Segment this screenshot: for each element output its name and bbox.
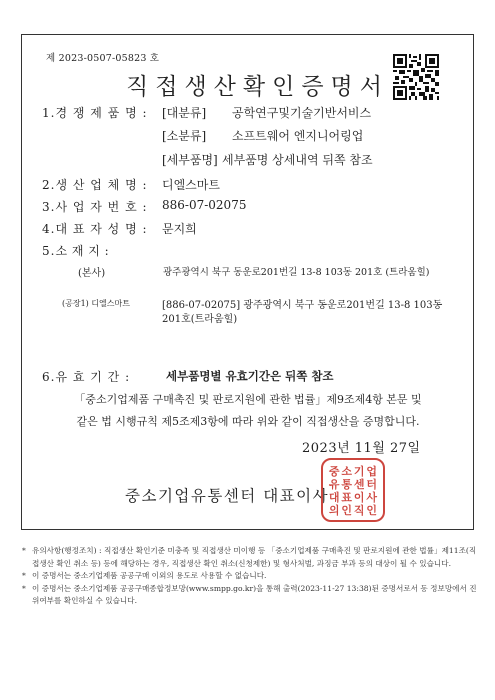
seal-character: 터	[366, 478, 378, 491]
validity-label: 6.유 효 기 간 :	[42, 370, 131, 384]
seal-character: 중	[328, 465, 340, 478]
statement-line1: 「중소기업제품 구매촉진 및 판로지원에 관한 법률」제9조제4항 본문 및	[74, 393, 422, 406]
seal-character: 통	[341, 478, 353, 491]
seal-character: 센	[353, 478, 365, 491]
asterisk-icon: *	[22, 571, 26, 581]
seal-character: 기	[353, 465, 365, 478]
factory-address-line2: 201호(트라움힐)	[162, 314, 238, 325]
note-item: * 이 증명서는 중소기업제품 공공구매종합정보망(www.smpp.go.kr)을 통해 출력(2023-11-27 13:38)된 증명서로서 동 정보망에서 진위여부를 확인하실 수 있습니다.	[22, 583, 477, 606]
seal-character: 의	[328, 504, 340, 517]
seal-character: 소	[341, 465, 353, 478]
seal-character: 인	[366, 504, 378, 517]
certificate-title: 직접생산확인증명서	[126, 74, 389, 100]
seal-character: 대	[328, 491, 340, 504]
headquarters-address: 광주광역시 북구 동운로201번길 13-8 103동 201호 (트라움힐)	[163, 267, 430, 278]
notes-section	[22, 545, 478, 608]
seal-character: 직	[353, 504, 365, 517]
factory-address-line1: [886-07-02075] 광주광역시 북구 동운로201번길 13-8 103동	[162, 300, 443, 311]
official-seal	[321, 458, 385, 522]
manufacturer-label: 2.생 산 업 체 명 :	[42, 178, 148, 192]
seal-character: 사	[366, 491, 378, 504]
asterisk-icon: *	[22, 583, 26, 593]
issuer-name: 중소기업유통센터 대표이사	[125, 487, 330, 505]
location-label: 5.소 재 지 :	[42, 244, 110, 258]
certificate-number: 제 2023-0507-05823 호	[46, 53, 160, 64]
major-category-tag: [대분류]	[162, 106, 207, 120]
statement-line2: 같은 법 시행규칙 제5조제3항에 따라 위와 같이 직접생산을 증명합니다.	[76, 415, 420, 428]
note-item: * 유의사항(행정조치) : 직접생산 확인기준 미충족 및 직접생산 미이행 등 「중소기업제품 구매촉진 및 판로지원에 관한 법률」제11조(직접생산 확인 취소 등) 등에 해당하는 경우, 직접생산 확인 취소(신청제한) 및 형사처벌, 과징금 부과 등의 대상이 될 수 있습니다.	[22, 546, 477, 568]
major-category-value: 공학연구및기술기반서비스	[232, 106, 372, 120]
manufacturer-value: 디엘스마트	[162, 178, 220, 192]
seal-character: 표	[341, 491, 353, 504]
representative-label: 4.대 표 자 성 명 :	[42, 222, 148, 236]
headquarters-label: (본사)	[78, 268, 106, 279]
representative-value: 문지희	[162, 222, 197, 236]
validity-value: 세부품명별 유효기간은 뒤쪽 참조	[166, 369, 334, 383]
business-number-value: 886-07-02075	[162, 198, 247, 212]
business-number-label: 3.사 업 자 번 호 :	[42, 200, 148, 214]
seal-character: 유	[328, 478, 340, 491]
minor-category-tag: [소분류]	[162, 129, 207, 143]
factory-label: (공장1) 디엘스마트	[62, 299, 130, 308]
asterisk-icon: *	[22, 546, 26, 555]
note-item: * 이 증명서는 중소기업제품 공공구매 이외의 용도로 사용할 수 없습니다.	[22, 570, 478, 583]
seal-character: 업	[366, 465, 378, 478]
detail-item-value: 세부품명 상세내역 뒤쪽 참조	[222, 153, 373, 167]
minor-category-value: 소프트웨어 엔지니어링업	[232, 129, 364, 143]
seal-character: 이	[353, 491, 365, 504]
issue-date: 2023년 11월 27일	[302, 441, 421, 456]
products-label: 1.경 쟁 제 품 명 :	[42, 106, 148, 120]
detail-item-tag: [세부품명]	[162, 153, 218, 167]
seal-character: 인	[341, 504, 353, 517]
